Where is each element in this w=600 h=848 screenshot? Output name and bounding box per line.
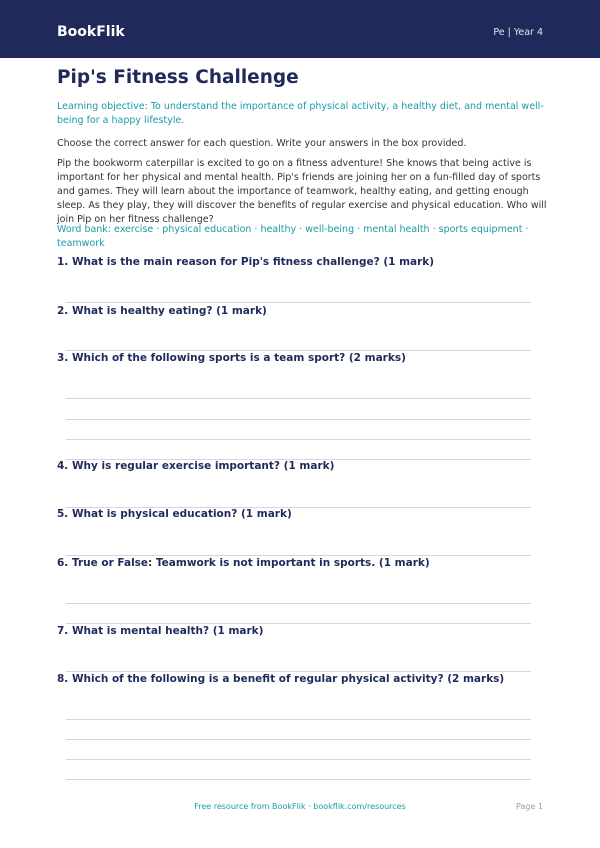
answer-line[interactable] <box>66 419 531 420</box>
learning-objective: Learning objective: To understand the importance of physical activity, a healthy diet, and mental well-being for a happy lifestyle. <box>57 101 544 126</box>
answer-line[interactable] <box>66 759 531 760</box>
brand-logo-text: BookFlik <box>57 24 125 40</box>
word-bank: Word bank: exercise · physical education · healthy · well-being · mental health · sports equipment · teamwork <box>57 224 529 249</box>
question-2: 2. What is healthy eating? (1 mark) <box>57 305 267 317</box>
answer-line[interactable] <box>66 302 531 303</box>
question-7: 7. What is mental health? (1 mark) <box>57 625 264 637</box>
answer-line[interactable] <box>66 439 531 440</box>
question-5: 5. What is physical education? (1 mark) <box>57 508 292 520</box>
answer-line[interactable] <box>66 719 531 720</box>
intro-paragraph: Pip the bookworm caterpillar is excited to go on a fitness adventure! She knows that being active is important for her physical and mental health. Pip's friends are joining her on a fun-filled day of sports and games. They will learn about the importance of teamwork, healthy eating, and getting enough sleep. As they play, they will discover the benefits of regular exercise and physical education. Who will join Pip on her fitness challenge? <box>57 158 547 225</box>
subject-year-label: Pe | Year 4 <box>493 27 543 38</box>
page-title: Pip's Fitness Challenge <box>57 67 299 88</box>
question-8: 8. Which of the following is a benefit of regular physical activity? (2 marks) <box>57 673 505 685</box>
header-bar <box>0 0 600 58</box>
question-1: 1. What is the main reason for Pip's fitness challenge? (1 mark) <box>57 256 435 268</box>
answer-line[interactable] <box>66 739 531 740</box>
answer-line[interactable] <box>66 779 531 780</box>
page-number: Page 1 <box>516 802 543 811</box>
answer-line[interactable] <box>66 603 531 604</box>
answer-line[interactable] <box>66 398 531 399</box>
question-6: 6. True or False: Teamwork is not important in sports. (1 mark) <box>57 557 430 569</box>
question-3: 3. Which of the following sports is a team sport? (2 marks) <box>57 352 406 364</box>
question-4: 4. Why is regular exercise important? (1 mark) <box>57 460 335 472</box>
instructions: Choose the correct answer for each question. Write your answers in the box provided. <box>57 138 467 149</box>
footer-credit: Free resource from BookFlik · bookflik.com/resources <box>194 802 406 811</box>
